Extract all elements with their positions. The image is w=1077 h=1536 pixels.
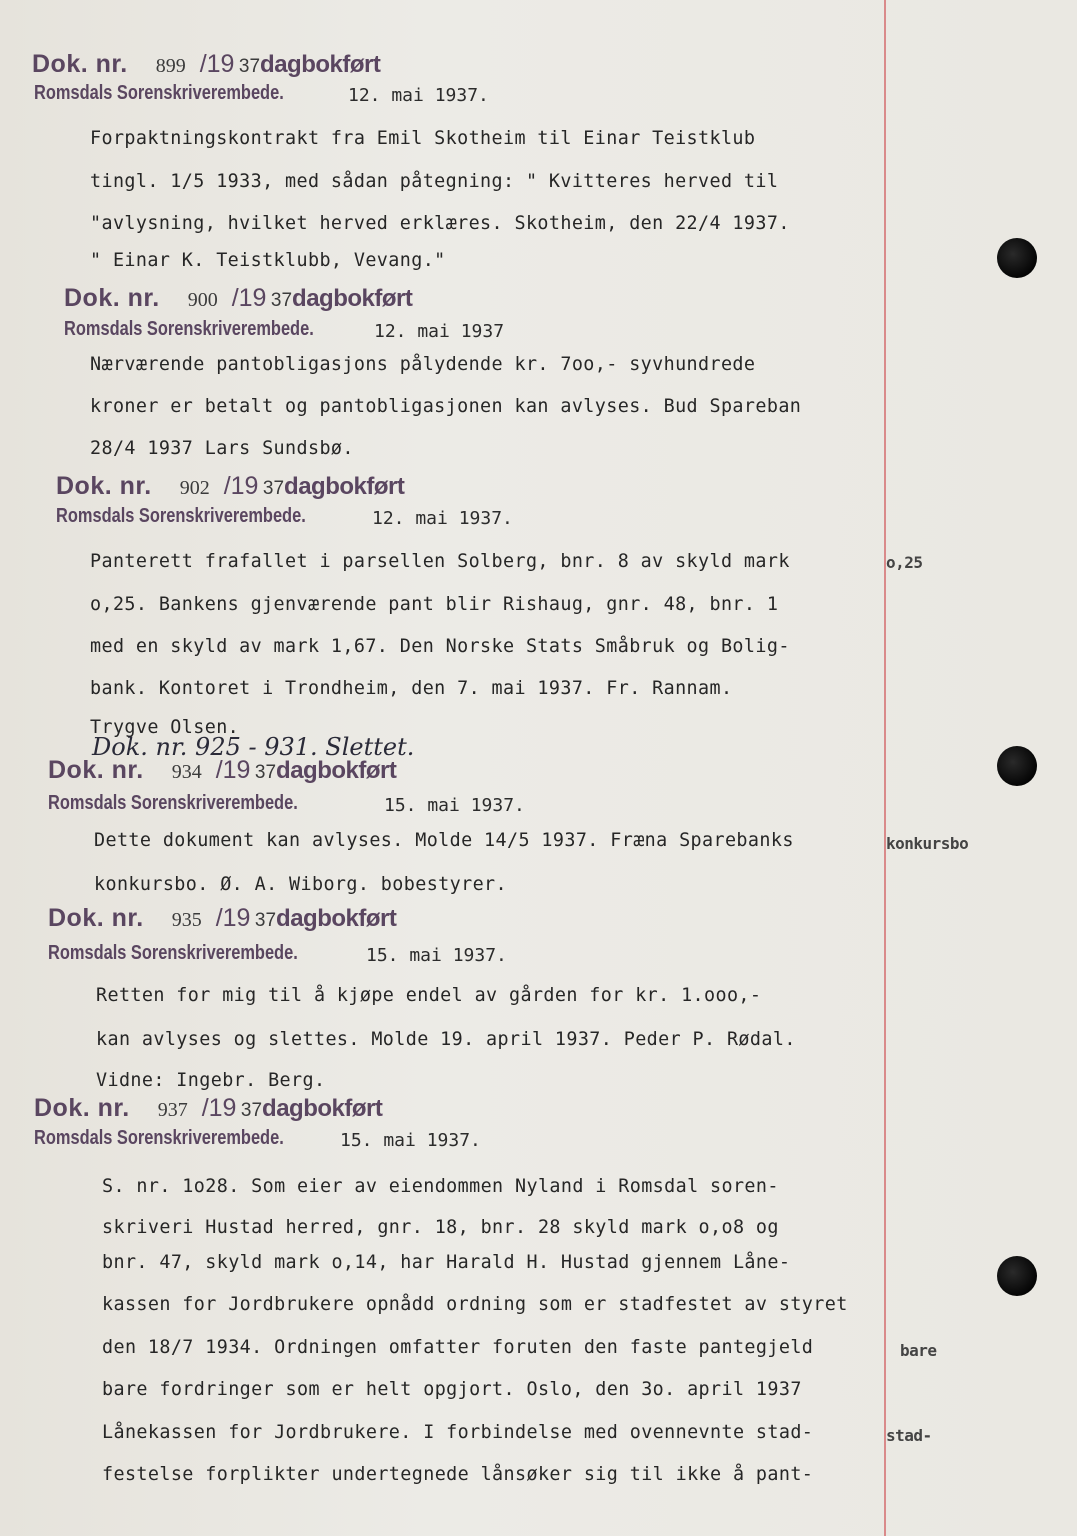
dok-year: /19 [215,904,251,932]
text-line: den 18/7 1934. Ordningen omfatter foruten den faste pantegjeld [102,1337,814,1358]
entry-stamp [56,472,404,501]
text-line: med en skyld av mark 1,67. Den Norske Stats Småbruk og Bolig- [90,636,790,657]
text-line: kassen for Jordbrukere opnådd ordning som er stadfestet av styret [102,1294,848,1315]
dok-year-suffix: 37 [240,1100,263,1121]
text-line: Retten for mig til å kjøpe endel av gården for kr. 1.ooo,- [96,985,762,1006]
entry-date: 15. mai 1937. [384,795,525,816]
entry-stamp [48,904,396,933]
dagbok-stamp: dagbokført [260,51,381,78]
text-line: Vidne: Ingebr. Berg. [96,1070,326,1091]
entry-office [48,792,525,816]
text-line: festelse forplikter undertegnede lånsøker sig til ikke å pant- [102,1464,814,1485]
office-name: Romsdals Sorenskriverembede. [48,942,298,964]
margin-overflow-text: stad- [886,1426,932,1445]
dok-year: /19 [201,1094,237,1122]
dok-year: /19 [199,50,235,78]
text-line: kroner er betalt og pantobligasjonen kan avlyses. Bud Spareban [90,396,802,417]
dok-number: 937 [157,1099,188,1121]
text-line: bank. Kontoret i Trondheim, den 7. mai 1937. Fr. Rannam. [90,678,733,699]
dok-year-suffix: 37 [270,290,293,311]
text-line: kan avlyses og slettes. Molde 19. april 1937. Peder P. Rødal. [96,1029,796,1050]
text-line: "avlysning, hvilket herved erklæres. Skotheim, den 22/4 1937. [90,213,790,234]
entry-stamp [48,756,396,785]
punch-hole [997,238,1037,278]
dagbok-stamp: dagbokført [276,757,397,784]
text-line: bnr. 47, skyld mark o,14, har Harald H. Hustad gjennem Låne- [102,1252,791,1273]
dagbok-stamp: dagbokført [284,473,405,500]
dok-year-suffix: 37 [254,910,277,931]
punch-hole [997,746,1037,786]
text-line: Trygve Olsen. [90,717,240,738]
entry-date: 15. mai 1937. [340,1130,481,1151]
office-name: Romsdals Sorenskriverembede. [34,1127,284,1149]
entry-office [48,942,507,966]
text-line: Nærværende pantobligasjons pålydende kr. 7oo,- syvhundrede [90,354,756,375]
dok-label: Dok. nr. [48,904,144,932]
entry-date: 12. mai 1937 [374,321,505,342]
handwritten-note: Dok. nr. 925 - 931. Slettet. [92,733,415,761]
text-line: 28/4 1937 Lars Sundsbø. [90,438,354,459]
office-name: Romsdals Sorenskriverembede. [48,792,298,814]
text-line: Panterett frafallet i parsellen Solberg, bnr. 8 av skyld mark [90,551,790,572]
text-line: Lånekassen for Jordbrukere. I forbindelse med ovennevnte stad- [102,1422,814,1443]
dok-year-suffix: 37 [238,56,261,77]
entry-office [64,318,505,342]
punch-hole [997,1256,1037,1296]
dok-label: Dok. nr. [48,756,144,784]
text-line: tingl. 1/5 1933, med sådan påtegning: " Kvitteres herved til [90,171,779,192]
dok-year-suffix: 37 [254,762,277,783]
dok-number: 899 [155,55,186,77]
dok-number: 935 [171,909,202,931]
entry-stamp [64,284,412,313]
entry-office [34,1127,481,1151]
entry-stamp [34,1094,382,1123]
margin-overflow-text: konkursbo [886,834,969,853]
text-line: " Einar K. Teistklubb, Vevang." [90,250,446,271]
text-line: bare fordringer som er helt opgjort. Oslo, den 3o. april 1937 [102,1379,802,1400]
margin-overflow-text: o,25 [886,553,923,572]
dagbok-stamp: dagbokført [276,905,397,932]
dok-year: /19 [231,284,267,312]
margin-overflow-text: bare [900,1341,937,1360]
text-line: skriveri Hustad herred, gnr. 18, bnr. 28 skyld mark o,o8 og [102,1217,779,1238]
dok-label: Dok. nr. [34,1094,130,1122]
dagbok-stamp: dagbokført [262,1095,383,1122]
entry-office [34,82,489,106]
entry-date: 15. mai 1937. [366,945,507,966]
office-name: Romsdals Sorenskriverembede. [34,82,284,104]
dok-year: /19 [223,472,259,500]
dok-label: Dok. nr. [64,284,160,312]
margin-rule [884,0,886,1536]
dok-number: 902 [179,477,210,499]
dagbok-stamp: dagbokført [292,285,413,312]
dok-year: /19 [215,756,251,784]
text-line: Dette dokument kan avlyses. Molde 14/5 1937. Fræna Sparebanks [94,830,794,851]
entry-date: 12. mai 1937. [372,508,513,529]
dok-number: 900 [187,289,218,311]
entry-stamp [32,50,380,79]
entry-date: 12. mai 1937. [348,85,489,106]
office-name: Romsdals Sorenskriverembede. [64,318,314,340]
dok-label: Dok. nr. [32,50,128,78]
entry-office [56,505,513,529]
text-line: o,25. Bankens gjenværende pant blir Rishaug, gnr. 48, bnr. 1 [90,594,779,615]
text-line: Forpaktningskontrakt fra Emil Skotheim til Einar Teistklub [90,128,756,149]
dok-label: Dok. nr. [56,472,152,500]
text-line: konkursbo. Ø. A. Wiborg. bobestyrer. [94,874,507,895]
dok-year-suffix: 37 [262,478,285,499]
text-line: S. nr. 1o28. Som eier av eiendommen Nyland i Romsdal soren- [102,1176,779,1197]
dok-number: 934 [171,761,202,783]
office-name: Romsdals Sorenskriverembede. [56,505,306,527]
